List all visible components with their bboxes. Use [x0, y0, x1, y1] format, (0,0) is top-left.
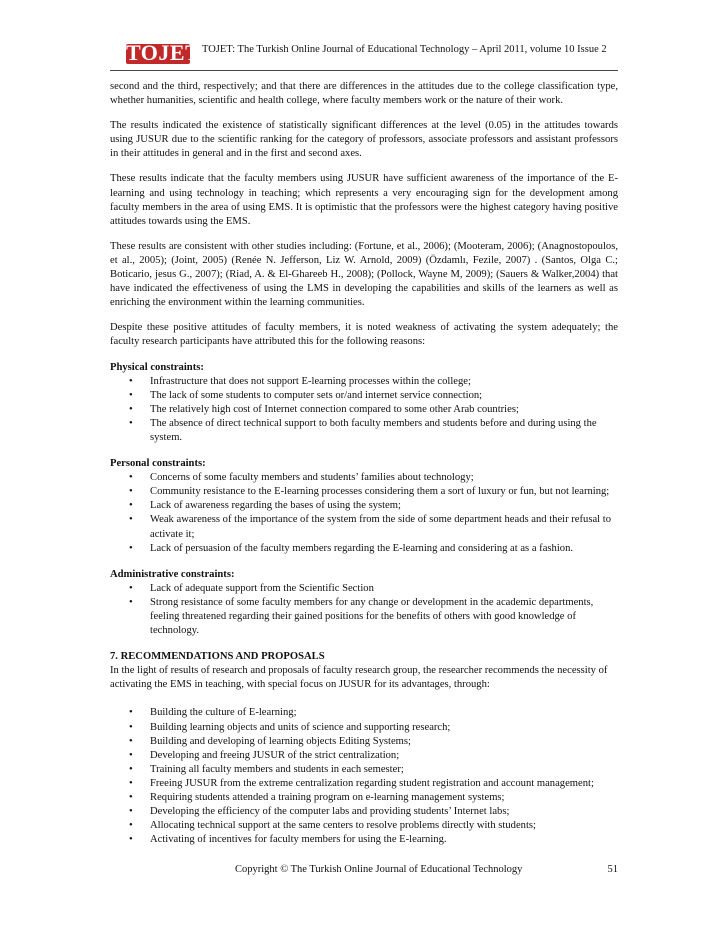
logo-text: TOJET [126, 40, 201, 65]
list-item: • Concerns of some faculty members and students’ families about technology; [110, 471, 618, 485]
list-item: • Building learning objects and units of science and supporting research; [110, 721, 618, 735]
list-item: • Allocating technical support at the same centers to resolve problems directly with students; [110, 819, 618, 833]
list-item: • Training all faculty members and students in each semester; [110, 763, 618, 777]
paragraph-4: These results are consistent with other studies including: (Fortune, et al., 2006); (Mooteram, 2006); (Anagnostopoulos, et al., 2005); (Joint, 2005) (Renée N. Jefferson, Liz W. Arnold, 2009) (Özdamlı, Fezile, 2007) . (Santos, Olga C.; Boticario, jesus G., 2007); (Riad, A. & El-Ghareeb H., 2008); (Pollock, Wayne M, 2009); (Sauers & Walker,2004) that have indicated the effectiveness of using the LMS in developing the capabilities and skills of the learners as well as enriching the environment within the learning communities. [110, 240, 618, 309]
list-item: • Strong resistance of some faculty members for any change or development in the academic departments, feeling threatened regarding their gained positions for the benefits of others with good knowledge of technology. [110, 596, 618, 638]
tojet-logo [126, 40, 201, 68]
page-header [110, 38, 618, 70]
list-item: • The absence of direct technical support to both faculty members and students before and during using the system. [110, 417, 618, 445]
list-item: • Developing and freeing JUSUR of the strict centralization; [110, 749, 618, 763]
list-item: • Building the culture of E-learning; [110, 706, 618, 720]
paragraph-2: The results indicated the existence of statistically significant differences at the level (0.05) in the attitudes towards using JUSUR due to the scientific ranking for the category of professors, associate professors and assistant professors in their attitudes in general and in the first and second axes. [110, 120, 618, 160]
list-item: • Lack of persuasion of the faculty members regarding the E-learning and considering at as a fashion. [110, 542, 618, 556]
paragraph-1: second and the third, respectively; and that there are differences in the attitudes due to the college classification type, whether humanities, scientific and health college, where faculty members work or the nature of their work. [110, 81, 618, 107]
page-number: 51 [607, 864, 618, 875]
list-item: • Weak awareness of the importance of the system from the side of some department heads and their refusal to activate it; [110, 513, 618, 541]
list-item: • Infrastructure that does not support E-learning processes within the college; [110, 375, 618, 389]
page-footer [110, 864, 618, 884]
list-item: • The relatively high cost of Internet connection compared to some other Arab countries; [110, 403, 618, 417]
paragraph-3: These results indicate that the faculty members using JUSUR have sufficient awareness of the importance of the E-learning and using technology in teaching; which represents a very encouraging sign for the development among faculty members in the area of using EMS. It is optimistic that the professors were the highest category having positive attitudes towards using the EMS. [110, 173, 618, 227]
recommendations-intro: In the light of results of research and proposals of faculty research group, the researcher recommends the necessity of activating the EMS in teaching, with special focus on JUSUR for its advantages, through: [110, 665, 608, 691]
list-item: • Building and developing of learning objects Editing Systems; [110, 735, 618, 749]
list-item: • Requiring students attended a training program on e-learning management systems; [110, 791, 618, 805]
list-item: • Lack of adequate support from the Scientific Section [110, 582, 618, 596]
physical-constraints-heading: Physical constraints: [110, 361, 204, 373]
list-item: • Community resistance to the E-learning processes considering them a sort of luxury or fun, but not learning; [110, 485, 618, 499]
personal-constraints-list [110, 471, 618, 556]
paragraph-5: Despite these positive attitudes of faculty members, it is noted weakness of activating the system adequately; the faculty research participants have attributed this for the following reasons: [110, 322, 618, 348]
administrative-constraints-heading: Administrative constraints: [110, 568, 235, 580]
list-item: • Developing the efficiency of the computer labs and providing students’ Internet labs; [110, 805, 618, 819]
list-item: • Freeing JUSUR from the extreme centralization regarding student registration and account management; [110, 777, 618, 791]
physical-constraints-list [110, 375, 618, 445]
page-body [110, 80, 618, 859]
recommendations-list [110, 706, 618, 847]
list-item: • Lack of awareness regarding the bases of using the system; [110, 499, 618, 513]
footer-copyright: Copyright © The Turkish Online Journal of Educational Technology [235, 864, 523, 875]
personal-constraints-heading: Personal constraints: [110, 458, 206, 470]
list-item: • The lack of some students to computer sets or/and internet service connection; [110, 389, 618, 403]
administrative-constraints-list [110, 582, 618, 638]
journal-header-title: TOJET: The Turkish Online Journal of Educational Technology – April 2011, volume 10 Issue 2 [202, 44, 607, 55]
header-rule [110, 70, 618, 71]
recommendations-heading: 7. RECOMMENDATIONS AND PROPOSALS [110, 651, 325, 663]
list-item: • Activating of incentives for faculty members for using the E-learning. [110, 833, 618, 847]
